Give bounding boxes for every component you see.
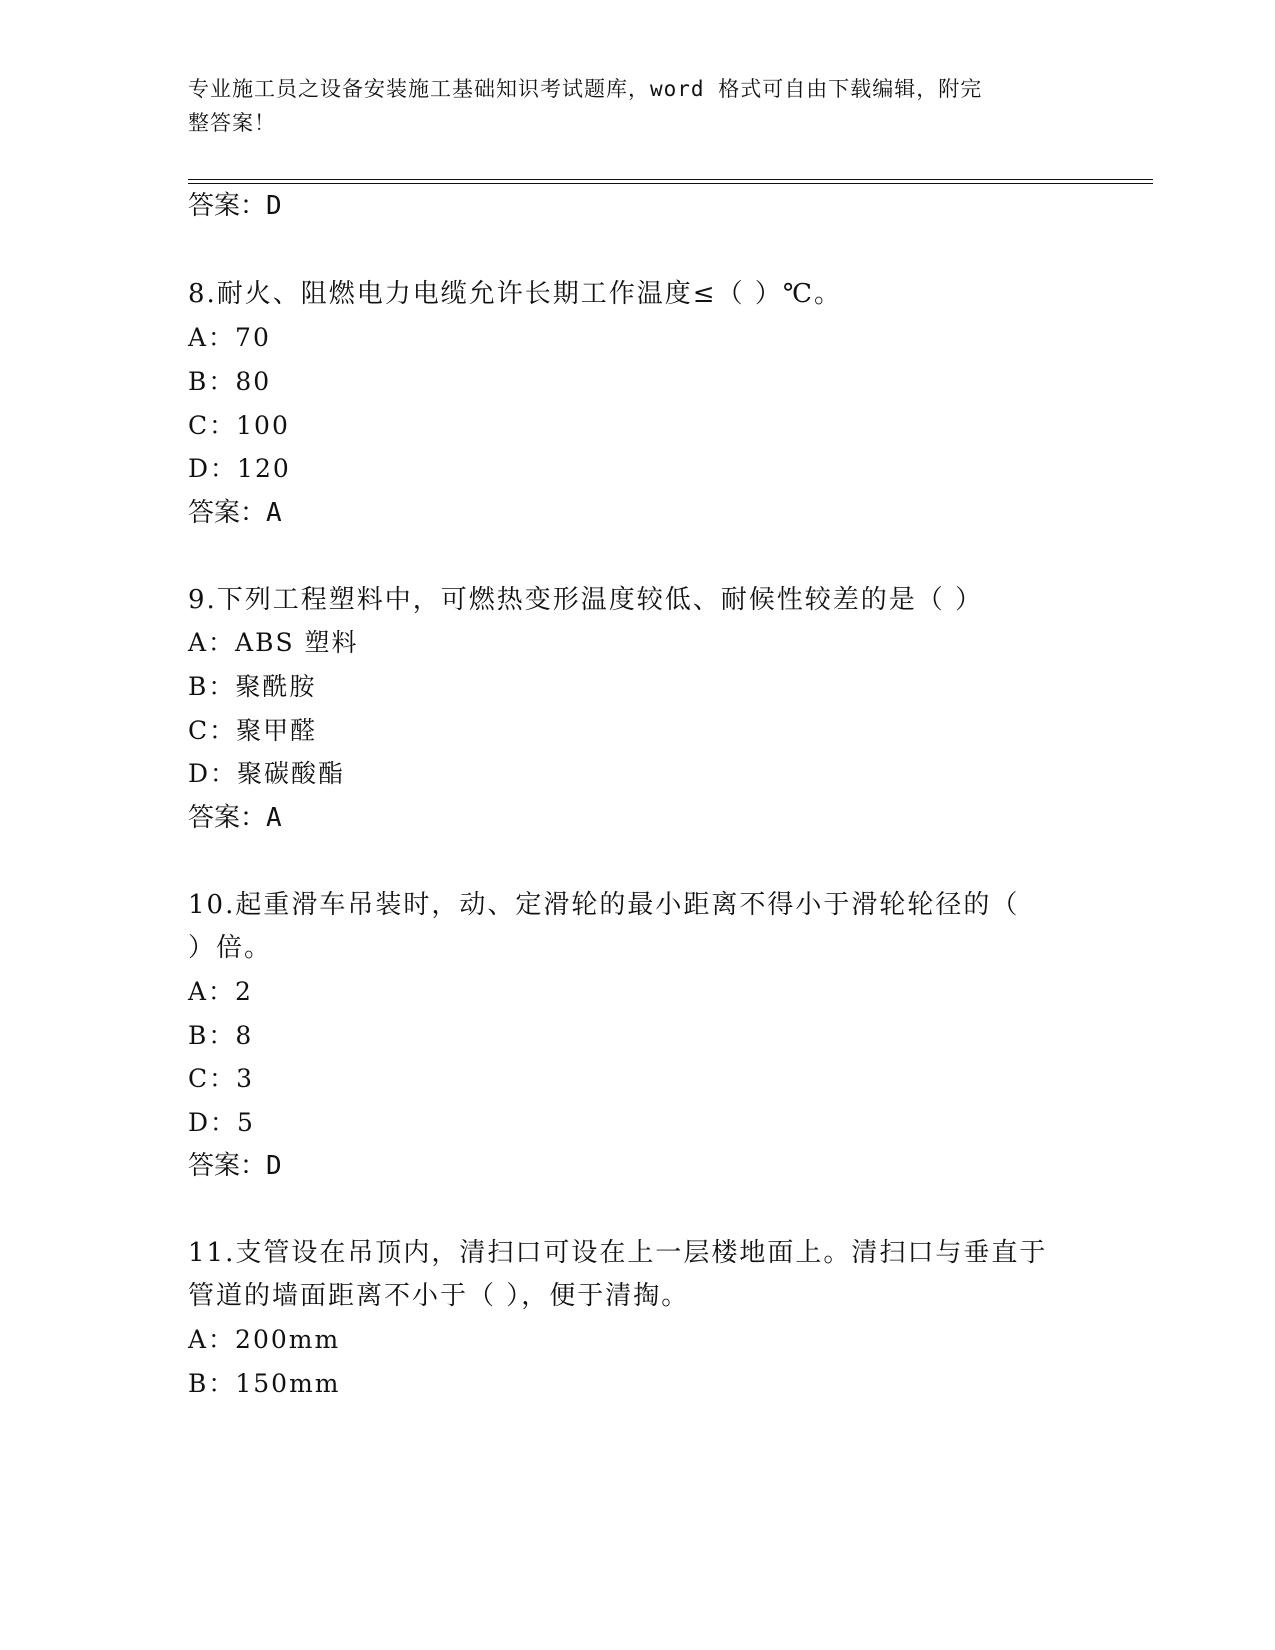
question-9-option-a: A：ABS 塑料 (188, 628, 359, 657)
question-8-option-b: B：80 (188, 367, 272, 396)
question-9-option-c: C：聚甲醛 (188, 716, 318, 745)
question-8-option-c: C：100 (188, 411, 290, 440)
header-line-1: 专业施工员之设备安装施工基础知识考试题库，word 格式可自由下载编辑，附完 (188, 77, 983, 101)
question-10-option-c: C：3 (188, 1064, 255, 1093)
question-9-option-b: B：聚酰胺 (188, 672, 317, 701)
question-9-answer: 答案：A (188, 803, 282, 833)
question-8-answer: 答案：A (188, 498, 282, 528)
question-8-option-a: A：70 (188, 323, 271, 352)
question-10-option-b: B：8 (188, 1021, 254, 1050)
question-10-option-a: A：2 (188, 977, 253, 1006)
answer-previous: 答案：D (188, 191, 282, 221)
question-11-option-b: B：150mm (188, 1369, 341, 1398)
document-header (188, 72, 1068, 140)
question-9-stem: 9.下列工程塑料中，可燃热变形温度较低、耐候性较差的是（ ） (188, 585, 984, 615)
header-divider-bottom (188, 183, 1153, 184)
question-11-stem-line-2: 管道的墙面距离不小于（ ），便于清掏。 (188, 1281, 690, 1311)
header-line-2: 整答案！ (188, 111, 276, 135)
question-10-stem-line-2: ）倍。 (188, 933, 273, 963)
question-8-stem: 8.耐火、阻燃电力电缆允许长期工作温度≤（ ）℃。 (188, 279, 842, 309)
question-10-option-d: D：5 (188, 1108, 255, 1137)
question-10-stem-line-1: 10.起重滑车吊装时，动、定滑轮的最小距离不得小于滑轮轮径的（ (188, 890, 1020, 920)
question-8-option-d: D：120 (188, 454, 291, 483)
question-11-option-a: A：200mm (188, 1325, 341, 1354)
question-9-option-d: D：聚碳酸酯 (188, 759, 346, 788)
header-divider-top (188, 179, 1153, 180)
question-10-answer: 答案：D (188, 1151, 282, 1181)
question-11-stem-line-1: 11.支管设在吊顶内，清扫口可设在上一层楼地面上。清扫口与垂直于 (188, 1238, 1048, 1268)
